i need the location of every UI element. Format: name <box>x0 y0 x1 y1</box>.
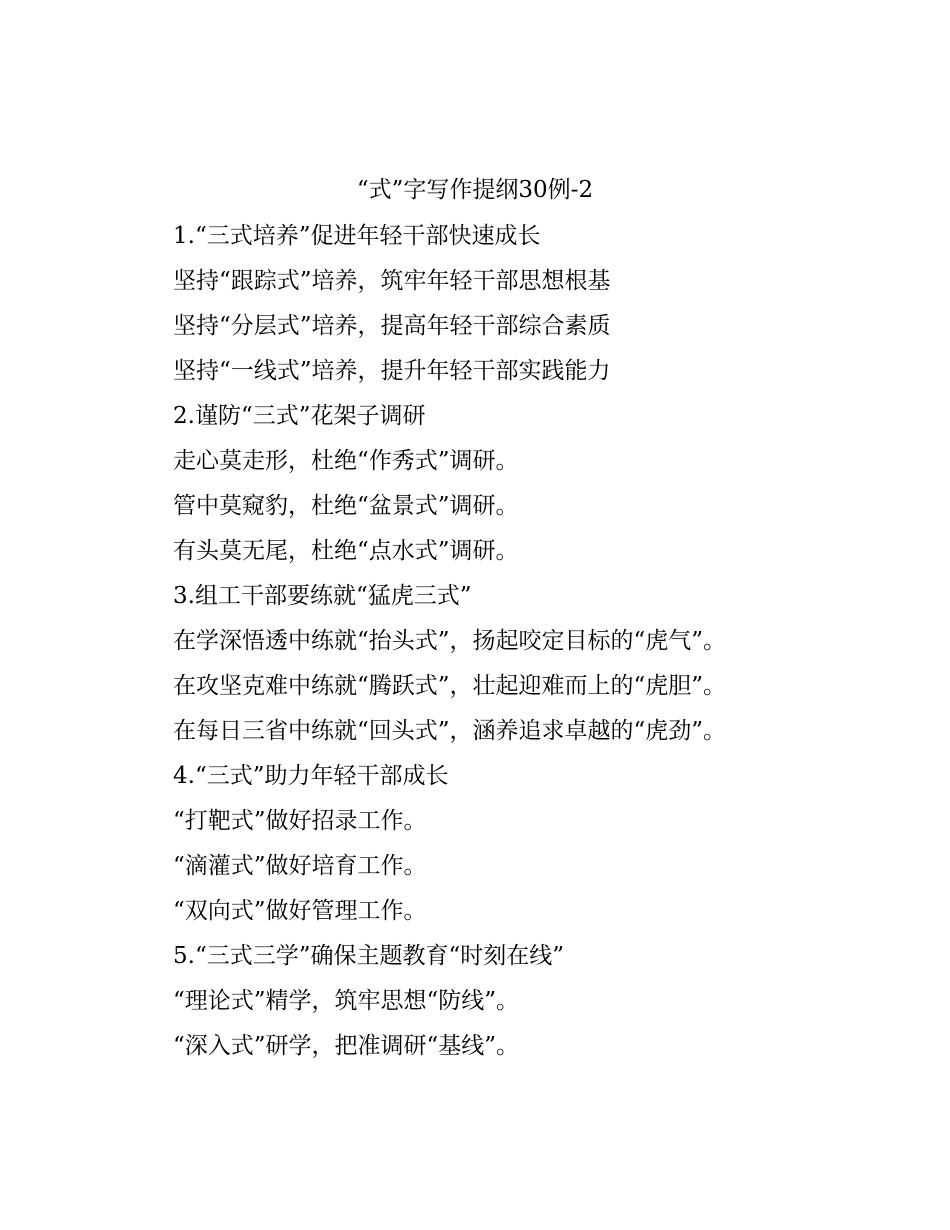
section-line: “打靶式”做好招录工作。 <box>173 808 427 834</box>
section-line: “滴灌式”做好培育工作。 <box>173 853 427 879</box>
section-line: 坚持“分层式”培养，提高年轻干部综合素质 <box>173 313 611 339</box>
section-heading: 2.谨防“三式”花架子调研 <box>173 403 426 429</box>
section-line: “理论式”精学，筑牢思想“防线”。 <box>173 988 520 1014</box>
section-heading: 5.“三式三学”确保主题教育“时刻在线” <box>173 943 564 969</box>
section-3 <box>173 574 933 754</box>
section-line: 管中莫窥豹，杜绝“盆景式”调研。 <box>173 493 519 519</box>
section-5 <box>173 934 933 1069</box>
section-heading: 1.“三式培养”促进年轻干部快速成长 <box>173 223 541 249</box>
document-title: “式”字写作提纲30例-2 <box>356 177 594 203</box>
section-line: “双向式”做好管理工作。 <box>173 898 427 924</box>
section-line: 坚持“一线式”培养，提升年轻干部实践能力 <box>173 358 611 384</box>
section-line: 走心莫走形，杜绝“作秀式”调研。 <box>173 448 519 474</box>
section-line: 有头莫无尾，杜绝“点水式”调研。 <box>173 538 519 564</box>
section-heading: 4.“三式”助力年轻干部成长 <box>173 763 449 789</box>
section-4 <box>173 754 933 934</box>
document-body <box>173 214 933 1069</box>
section-line: 坚持“跟踪式”培养，筑牢年轻干部思想根基 <box>173 268 611 294</box>
section-2 <box>173 394 933 574</box>
section-1 <box>173 214 933 394</box>
section-line: 在攻坚克难中练就“腾跃式”，壮起迎难而上的“虎胆”。 <box>173 673 727 699</box>
section-line: “深入式”研学，把准调研“基线”。 <box>173 1033 520 1059</box>
section-line: 在每日三省中练就“回头式”，涵养追求卓越的“虎劲”。 <box>173 718 727 744</box>
section-heading: 3.组工干部要练就“猛虎三式” <box>173 583 472 609</box>
section-line: 在学深悟透中练就“抬头式”，扬起咬定目标的“虎气”。 <box>173 628 727 654</box>
